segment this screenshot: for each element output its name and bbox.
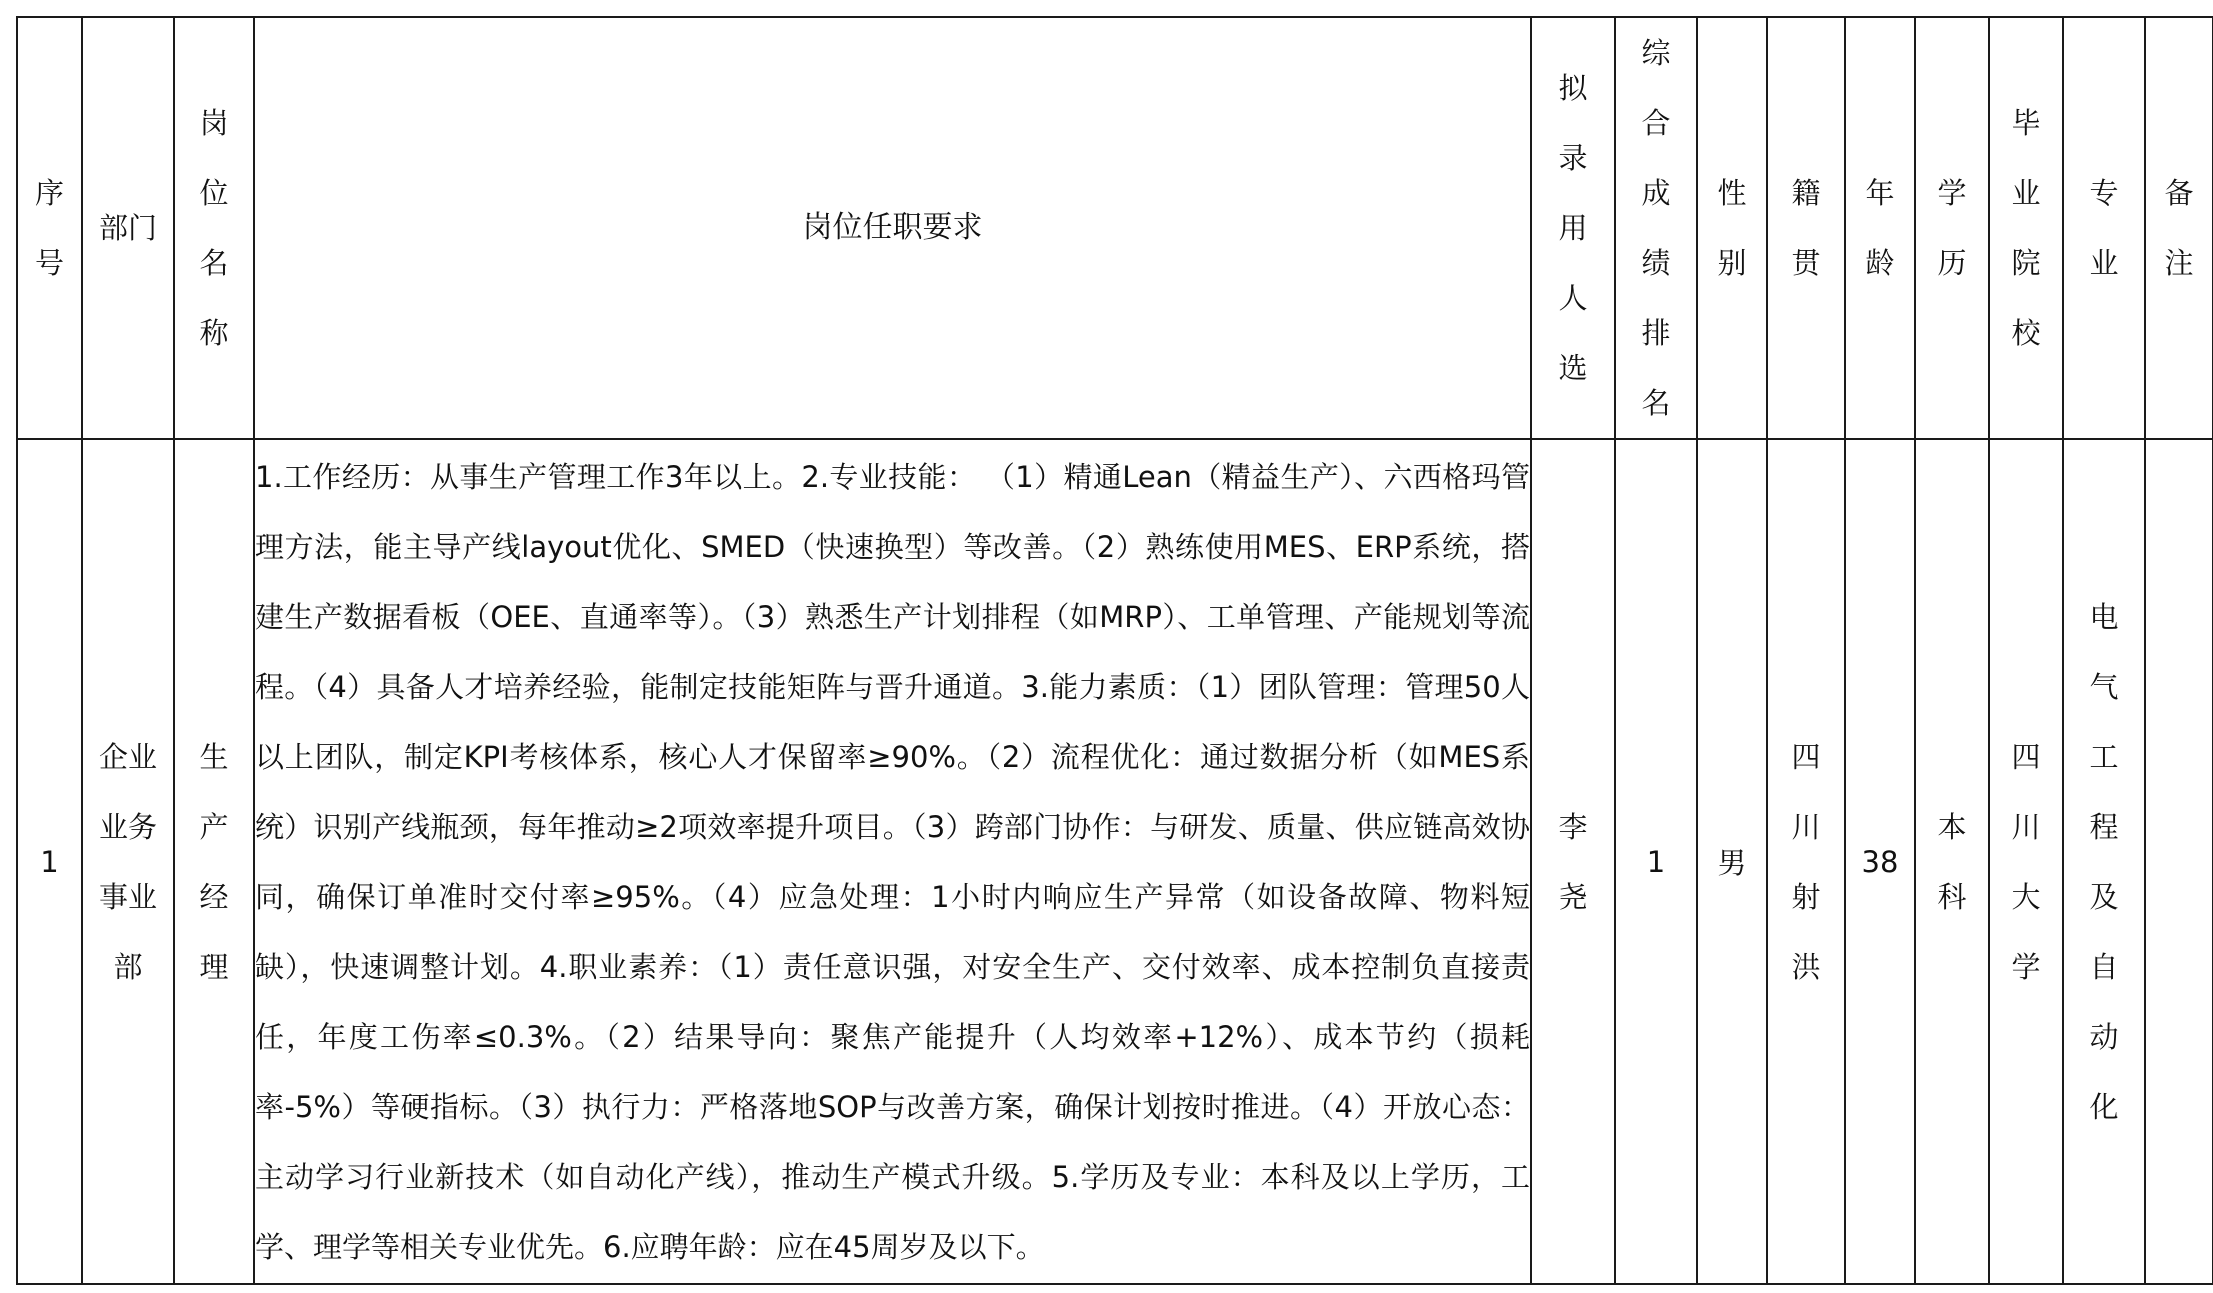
cell-position: 生 产 经 理: [174, 439, 254, 1284]
table-row: [17, 439, 2213, 1284]
cell-candidate: 李 尧: [1531, 439, 1615, 1284]
cell-native-place: 四 川 射 洪: [1767, 439, 1845, 1284]
recruitment-table: [16, 16, 2213, 1285]
header-seq: 序 号: [17, 17, 82, 439]
header-candidate: 拟 录 用 人 选: [1531, 17, 1615, 439]
cell-education: 本 科: [1915, 439, 1989, 1284]
header-position: 岗 位 名 称: [174, 17, 254, 439]
header-school: 毕 业 院 校: [1989, 17, 2063, 439]
header-dept: 部门: [82, 17, 174, 439]
header-native-place: 籍 贯: [1767, 17, 1845, 439]
cell-seq: 1: [17, 439, 82, 1284]
cell-rank: 1: [1615, 439, 1697, 1284]
header-gender: 性 别: [1697, 17, 1767, 439]
header-remarks: 备 注: [2145, 17, 2213, 439]
cell-dept: 企业 业务 事业 部: [82, 439, 174, 1284]
header-row: [17, 17, 2213, 439]
header-rank: 综 合 成 绩 排 名: [1615, 17, 1697, 439]
header-requirements: 岗位任职要求: [254, 17, 1531, 439]
cell-remarks: [2145, 439, 2213, 1284]
header-education: 学 历: [1915, 17, 1989, 439]
cell-school: 四 川 大 学: [1989, 439, 2063, 1284]
cell-age: 38: [1845, 439, 1915, 1284]
cell-gender: 男: [1697, 439, 1767, 1284]
header-age: 年 龄: [1845, 17, 1915, 439]
cell-major: 电 气 工 程 及 自 动 化: [2063, 439, 2145, 1284]
header-major: 专 业: [2063, 17, 2145, 439]
cell-requirements: 1.工作经历：从事生产管理工作3年以上。2.专业技能： （1）精通Lean（精益生产）、六西格玛管理方法，能主导产线layout优化、SMED（快速换型）等改善。（2）熟练使用MES、ERP系统，搭建生产数据看板（OEE、直通率等）。（3）熟悉生产计划排程（如MRP）、工单管理、产能规划等流程。（4）具备人才培养经验，能制定技能矩阵与晋升通道。3.能力素质：（1）团队管理：管理50人以上团队，制定KPI考核体系，核心人才保留率≥90%。（2）流程优化：通过数据分析（如MES系统）识别产线瓶颈，每年推动≥2项效率提升项目。（3）跨部门协作：与研发、质量、供应链高效协同，确保订单准时交付率≥95%。（4）应急处理：1小时内响应生产异常（如设备故障、物料短缺），快速调整计划。4.职业素养：（1）责任意识强，对安全生产、交付效率、成本控制负直接责任，年度工伤率≤0.3%。（2）结果导向：聚焦产能提升（人均效率+12%）、成本节约（损耗率-5%）等硬指标。（3）执行力：严格落地SOP与改善方案，确保计划按时推进。（4）开放心态：主动学习行业新技术（如自动化产线），推动生产模式升级。5.学历及专业：本科及以上学历，工学、理学等相关专业优先。6.应聘年龄：应在45周岁及以下。: [254, 439, 1531, 1284]
